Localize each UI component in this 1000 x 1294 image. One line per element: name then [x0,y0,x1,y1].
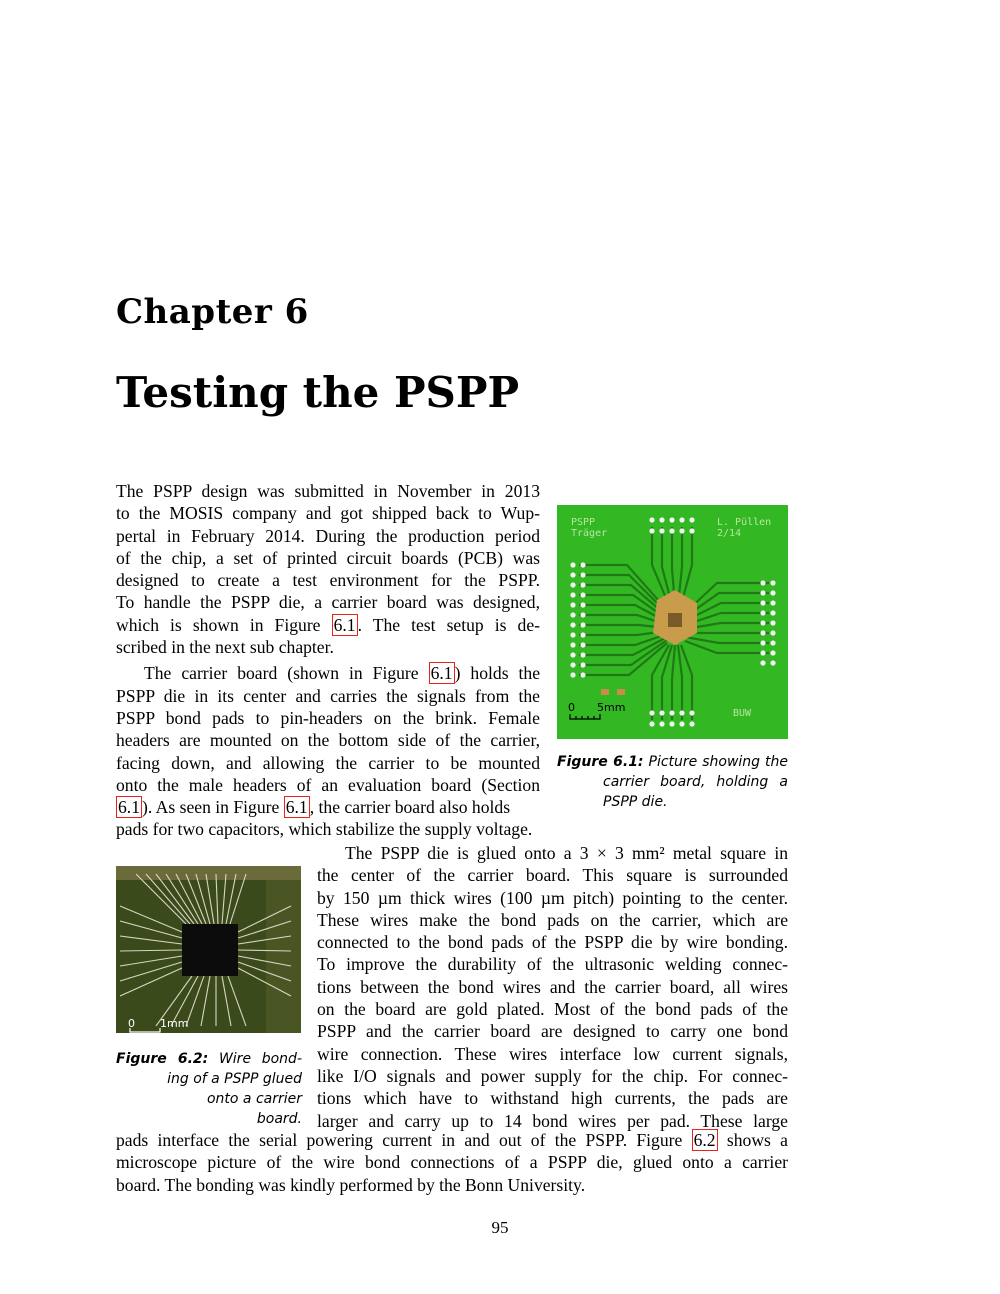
text-fragment: The carrier board (shown in Figure [144,663,419,684]
text-line: tions which have to withstand high currents, the pads are [317,1088,788,1109]
figure-label: Figure 6.2: [116,1051,209,1067]
text-line: facing down, and allowing the carrier to be mounted [116,752,540,773]
text-line: These wires make the bond pads on the carrier, which are [317,909,788,930]
text-fragment: , the carrier board also holds [309,797,511,818]
left-column-text [116,480,540,841]
text-line: of the chip, a set of printed circuit boards (PCB) was [116,547,540,568]
text-line [116,1129,788,1151]
text-line: pertal in February 2014. During the production period [116,525,540,546]
chapter-number: Chapter 6 [116,292,309,332]
text-line: tions between the bond wires and the carrier board, all wires [317,976,788,997]
text-line: like I/O signals and power supply for the chip. For connec- [317,1065,788,1086]
caption-text: carrier board, holding a [603,774,788,790]
board-label: L. Püllen [717,517,772,528]
text-line: scribed in the next sub chapter. [116,637,334,658]
text-fragment: which is shown in Figure [116,614,321,635]
text-line: PSPP bond pads to pin-headers on the brink. Female [116,707,540,728]
text-line: pads for two capacitors, which stabilize the supply voltage. [116,819,533,840]
text-line: headers are mounted on the bottom side of the carrier, [116,730,540,751]
scale-bar-label: 5mm [597,701,626,714]
text-fragment: shows a [726,1130,788,1150]
figure-6-1-image [557,505,788,739]
text-fragment: ). As seen in Figure [142,797,280,818]
text-line: PSPP and the carrier board are designed to carry one bond [317,1021,788,1042]
figure-6-1-caption [557,752,788,812]
scale-bar-label: 1mm [160,1017,189,1030]
caption-text: ing of a PSPP glued [167,1071,302,1087]
scale-bar-zero: 0 [128,1017,135,1030]
text-line: The PSPP design was submitted in November in 2013 [116,481,540,501]
page-number: 95 [491,1218,509,1237]
full-width-text [116,1129,788,1196]
figure-label: Figure 6.1: [557,754,644,770]
text-line: larger and carry up to 14 bond wires per pad. These large [317,1110,788,1131]
figure-6-1-link[interactable]: 6.1 [430,663,453,684]
caption-text: onto a carrier board. [206,1091,302,1127]
text-line: wire connection. These wires interface low current signals, [317,1043,788,1064]
wire-bond-micrograph [116,866,301,1033]
text-line: by 150 µm thick wires (100 µm pitch) pointing to the center. [317,887,788,908]
text-line: PSPP die in its center and carries the signals from the [116,685,540,706]
figure-6-1-link[interactable]: 6.1 [285,797,308,818]
board-label: 2/14 [717,528,742,539]
text-line: board. The bonding was kindly performed by the Bonn University. [116,1174,586,1195]
text-fragment: . The test setup is de- [357,614,541,635]
text-line [116,796,540,818]
text-line: to the MOSIS company and got shipped back to Wup- [116,503,540,524]
text-line: To improve the durability of the ultrasonic welding connec- [317,954,788,975]
figure-6-2-image [116,866,301,1033]
board-label: BUW [733,708,752,719]
caption-text: Picture showing the [648,754,789,770]
figure-6-2-caption [116,1049,302,1129]
board-label: PSPP [571,517,596,528]
figure-6-2-link[interactable]: 6.2 [693,1130,716,1150]
section-6-1-link[interactable]: 6.1 [118,797,140,818]
scale-bar-zero: 0 [568,701,575,714]
text-line: connected to the bond pads of the PSPP die by wire bonding. [317,932,788,953]
text-line [116,614,540,636]
text-line: To handle the PSPP die, a carrier board was designed, [116,592,540,613]
caption-text: PSPP die. [603,794,668,810]
text-line: microscope picture of the wire bond connections of a PSPP die, glued onto a carrier [116,1152,788,1173]
carrier-board-picture [557,505,788,739]
text-fragment: ) holds the [454,663,541,684]
text-line [116,662,540,684]
chapter-title: Testing the PSPP [116,368,520,417]
text-line: the center of the carrier board. This square is surrounded [317,865,788,886]
text-line: on the board are gold plated. Most of the bond pads of the [317,999,788,1020]
caption-text: Wire bond- [218,1051,302,1067]
text-line: The PSPP die is glued onto a 3 × 3 mm² metal square in [345,843,788,863]
text-line: designed to create a test environment for the PSPP. [116,570,540,591]
text-line: onto the male headers of an evaluation board (Section [116,774,540,795]
text-fragment: pads interface the serial powering current in and out of the PSPP. Figure [116,1130,683,1150]
right-column-text [317,842,788,1132]
figure-6-1-link[interactable]: 6.1 [333,614,356,635]
board-label: Träger [571,528,608,539]
